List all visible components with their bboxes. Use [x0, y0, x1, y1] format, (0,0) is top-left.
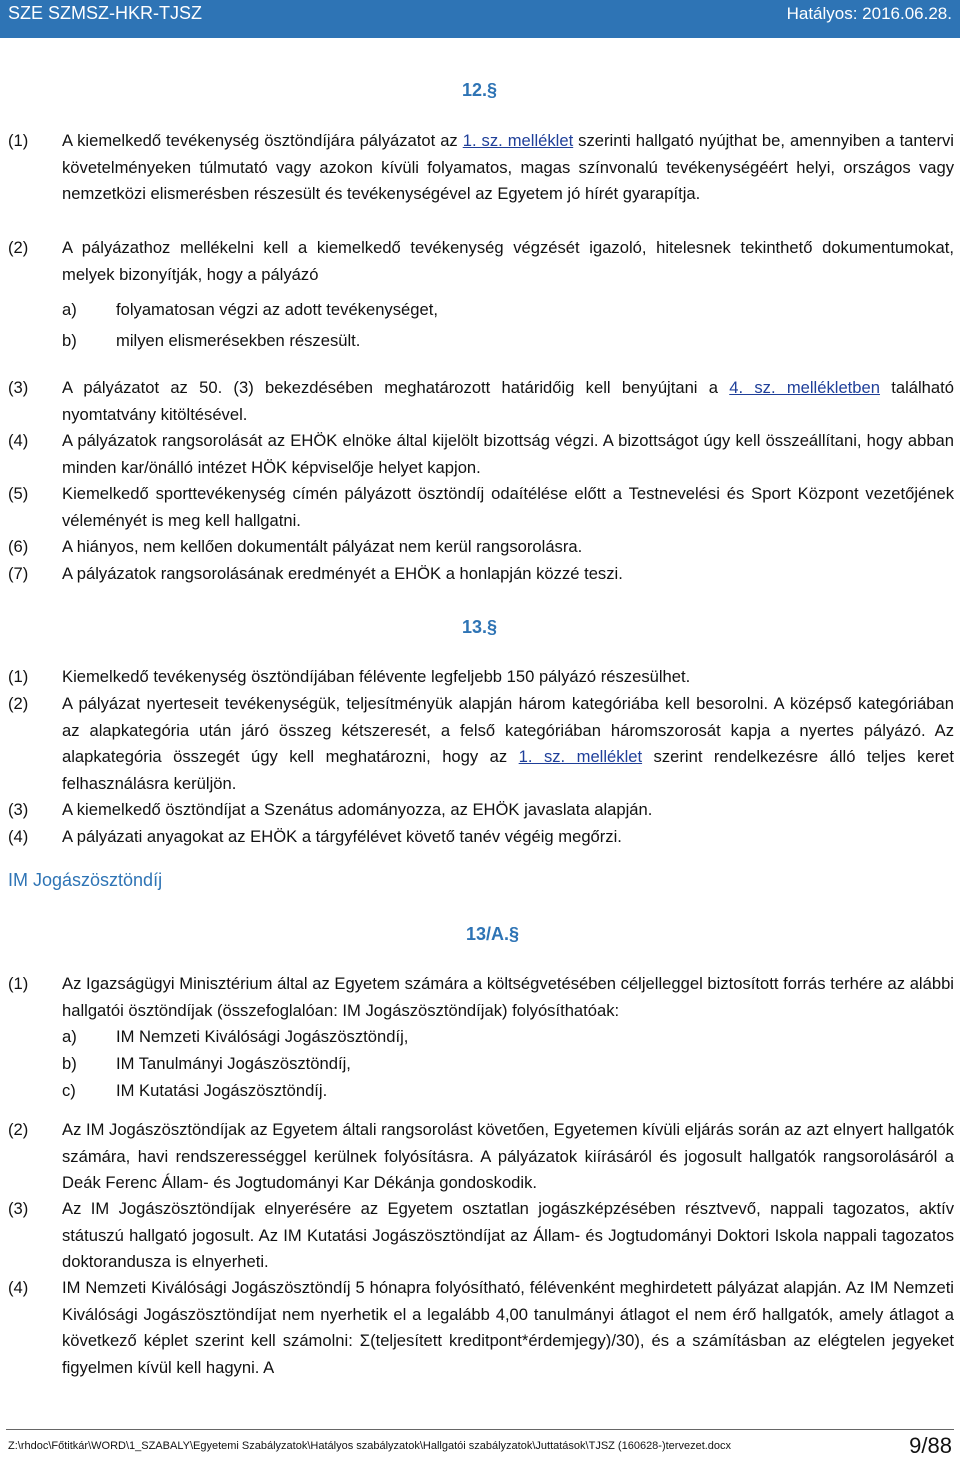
list-letter: a)	[62, 300, 77, 319]
paragraph-13a-1	[8, 971, 954, 1024]
list-item-13a-1-b	[62, 1051, 351, 1078]
paragraph-text: A hiányos, nem kellően dokumentált pályázat nem kerül rangsorolásra.	[62, 537, 583, 556]
paragraph-number: (3)	[8, 378, 29, 397]
list-text: folyamatosan végzi az adott tevékenységet,	[116, 300, 438, 319]
header-effective-date: Hatályos: 2016.06.28.	[786, 4, 952, 23]
paragraph-number: (4)	[8, 431, 29, 450]
list-item-12-2-b	[62, 328, 360, 355]
annex-4-link[interactable]: 4. sz. mellékletben	[729, 378, 880, 397]
paragraph-text: A kiemelkedő ösztöndíjat a Szenátus adományozza, az EHÖK javaslata alapján.	[62, 800, 653, 819]
list-item-12-2-a	[62, 297, 438, 324]
paragraph-number: (5)	[8, 484, 29, 503]
footer-divider	[6, 1429, 954, 1430]
paragraph-text: Az IM Jogászösztöndíjak az Egyetem általi rangsorolást követően, Egyetemen kívüli eljárás során az azt elnyert hallgatók számára, havi rendszerességgel kerülnek folyósításra. A pályázatok kiírásáról és jogosult hallgatók rangsorolásáról a Deák Ferenc Állam- és Jogtudományi Kar Dékánja gondoskodik.	[62, 1120, 954, 1192]
section-13a-title	[466, 924, 519, 945]
list-item-13a-1-a	[62, 1024, 408, 1051]
im-scholarship-heading: IM Jogászösztöndíj	[8, 870, 163, 890]
section-12-title	[462, 80, 497, 101]
paragraph-13a-3	[8, 1196, 954, 1276]
section-13-number: 13.	[462, 617, 488, 637]
paragraph-12-2	[8, 235, 954, 288]
paragraph-text: IM Nemzeti Kiválósági Jogászösztöndíj 5 hónapra folyósítható, félévenként meghirdetett pályázat alapján. Az IM Nemzeti Kiválósági Jogászösztöndíjat nem nyerhetik el a legalább 4,00 tanulmányi átlagot el nem érő hallgatók, amely átlagot a következő képlet szerint kell számolni: Σ(teljesített kreditpont*érdemjegy)/30), és a számításban az elégtelen jegyeket figyelmen kívül kell hagyni. A	[62, 1278, 954, 1377]
paragraph-number: (3)	[8, 1199, 29, 1218]
paragraph-12-6	[8, 534, 954, 561]
paragraph-text: A pályázati anyagokat az EHÖK a tárgyfélévet követő tanév végéig megőrzi.	[62, 827, 622, 846]
paragraph-text: található nyomtatvány kitöltésével.	[62, 378, 954, 424]
paragraph-12-3	[8, 375, 954, 428]
paragraph-number: (4)	[8, 1278, 29, 1297]
paragraph-13-3	[8, 797, 954, 824]
list-letter: b)	[62, 331, 77, 350]
paragraph-number: (3)	[8, 800, 29, 819]
section-13-title	[462, 617, 497, 638]
section-13a-number: 13/A.	[466, 924, 510, 944]
list-letter: c)	[62, 1081, 76, 1100]
paragraph-text: Kiemelkedő sporttevékenység címén pályázott ösztöndíj odaítélése előtt a Testnevelési és Sport Központ vezetőjének véleményét is meg kell hallgatni.	[62, 484, 954, 530]
paragraph-13a-4	[8, 1275, 954, 1381]
section-12-number: 12.	[462, 80, 488, 100]
paragraph-text: A pályázatok rangsorolását az EHÖK elnöke által kijelölt bizottság végzi. A bizottságot úgy kell összeállítani, hogy abban minden kar/önálló intézet HÖK képviselője helyet kapjon.	[62, 431, 954, 477]
paragraph-number: (2)	[8, 694, 29, 713]
paragraph-text: Kiemelkedő tevékenység ösztöndíjában félévente legfeljebb 150 pályázó részesülhet.	[62, 667, 691, 686]
section-symbol: §	[509, 924, 520, 944]
paragraph-number: (4)	[8, 827, 29, 846]
paragraph-text: A pályázat nyerteseit tevékenységük, teljesítményük alapján három kategóriába kell besorolni. A középső kategóriában az alapkategória után járó összeg kétszeresét, a felső kategóriában háromszorosát kapja a nyertes pályázó. Az alapkategória összegét úgy kell meghatározni, hogy az	[62, 694, 954, 766]
paragraph-text: szerint rendelkezésre álló teljes keret felhasználásra kerüljön.	[62, 747, 954, 793]
list-item-13a-1-c	[62, 1078, 327, 1105]
paragraph-text: A pályázatok rangsorolásának eredményét a EHÖK a honlapján közzé teszi.	[62, 564, 623, 583]
paragraph-number: (6)	[8, 537, 29, 556]
paragraph-text: A pályázatot az 50. (3) bekezdésében meghatározott határidőig kell benyújtani a	[62, 378, 730, 397]
paragraph-text: A pályázathoz mellékelni kell a kiemelkedő tevékenység végzését igazoló, hitelesnek tekinthető dokumentumokat, melyek bizonyítják, hogy a pályázó	[62, 238, 954, 284]
paragraph-number: (1)	[8, 974, 29, 993]
header-document-id: SZE SZMSZ-HKR-TJSZ	[8, 3, 202, 23]
paragraph-12-1	[8, 128, 954, 208]
paragraph-12-5	[8, 481, 954, 534]
page-header	[0, 0, 960, 38]
paragraph-12-7	[8, 561, 954, 588]
paragraph-13-4	[8, 824, 954, 851]
paragraph-number: (7)	[8, 564, 29, 583]
list-letter: a)	[62, 1027, 77, 1046]
paragraph-12-4	[8, 428, 954, 481]
paragraph-number: (2)	[8, 238, 29, 257]
list-text: IM Kutatási Jogászösztöndíj.	[116, 1081, 328, 1100]
paragraph-number: (2)	[8, 1120, 29, 1139]
list-text: IM Nemzeti Kiválósági Jogászösztöndíj,	[116, 1027, 409, 1046]
paragraph-13a-2	[8, 1117, 954, 1197]
section-symbol: §	[487, 617, 498, 637]
section-symbol: §	[487, 80, 498, 100]
paragraph-13-2	[8, 691, 954, 797]
annex-1-link[interactable]: 1. sz. melléklet	[462, 131, 574, 150]
annex-1-link[interactable]: 1. sz. melléklet	[518, 747, 643, 766]
paragraph-number: (1)	[8, 131, 29, 150]
paragraph-text: Az Igazságügyi Minisztérium által az Egyetem számára a költségvetésében céljelleggel biztosított forrás terhére az alábbi hallgatói ösztöndíjak (összefoglalóan: IM Jogászösztöndíjak) folyósíthatóak:	[62, 974, 954, 1020]
list-letter: b)	[62, 1054, 77, 1073]
footer-file-path: Z:\rhdoc\Főtitkár\WORD\1_SZABALY\Egyetemi Szabályzatok\Hatályos szabályzatok\Hallgatói szabályzatok\Juttatások\TJSZ (160628-)tervezet.docx	[8, 1440, 732, 1452]
paragraph-text: A kiemelkedő tevékenység ösztöndíjára pályázatot az	[62, 131, 463, 150]
paragraph-text: Az IM Jogászösztöndíjak elnyerésére az Egyetem osztatlan jogászképzésében résztvevő, nappali tagozatos, aktív státuszú hallgató jogosult. Az IM Kutatási Jogászösztöndíjat az Állam- és Jogtudományi Doktori Iskola nappali tagozatos doktorandusza is elnyerheti.	[62, 1199, 954, 1271]
list-text: IM Tanulmányi Jogászösztöndíj,	[116, 1054, 351, 1073]
list-text: milyen elismerésekben részesült.	[116, 331, 361, 350]
paragraph-text: szerinti hallgató nyújthat be, amennyiben a tantervi követelményeken túlmutató vagy azokon kívüli folyamatos, magas színvonalú tevékenységéért helyi, országos vagy nemzetközi elismerésben részesült és tevékenységével az Egyetem jó hírét gyarapítja.	[62, 131, 954, 203]
page-number: 9/88	[909, 1433, 952, 1458]
paragraph-number: (1)	[8, 667, 29, 686]
paragraph-13-1	[8, 664, 954, 691]
